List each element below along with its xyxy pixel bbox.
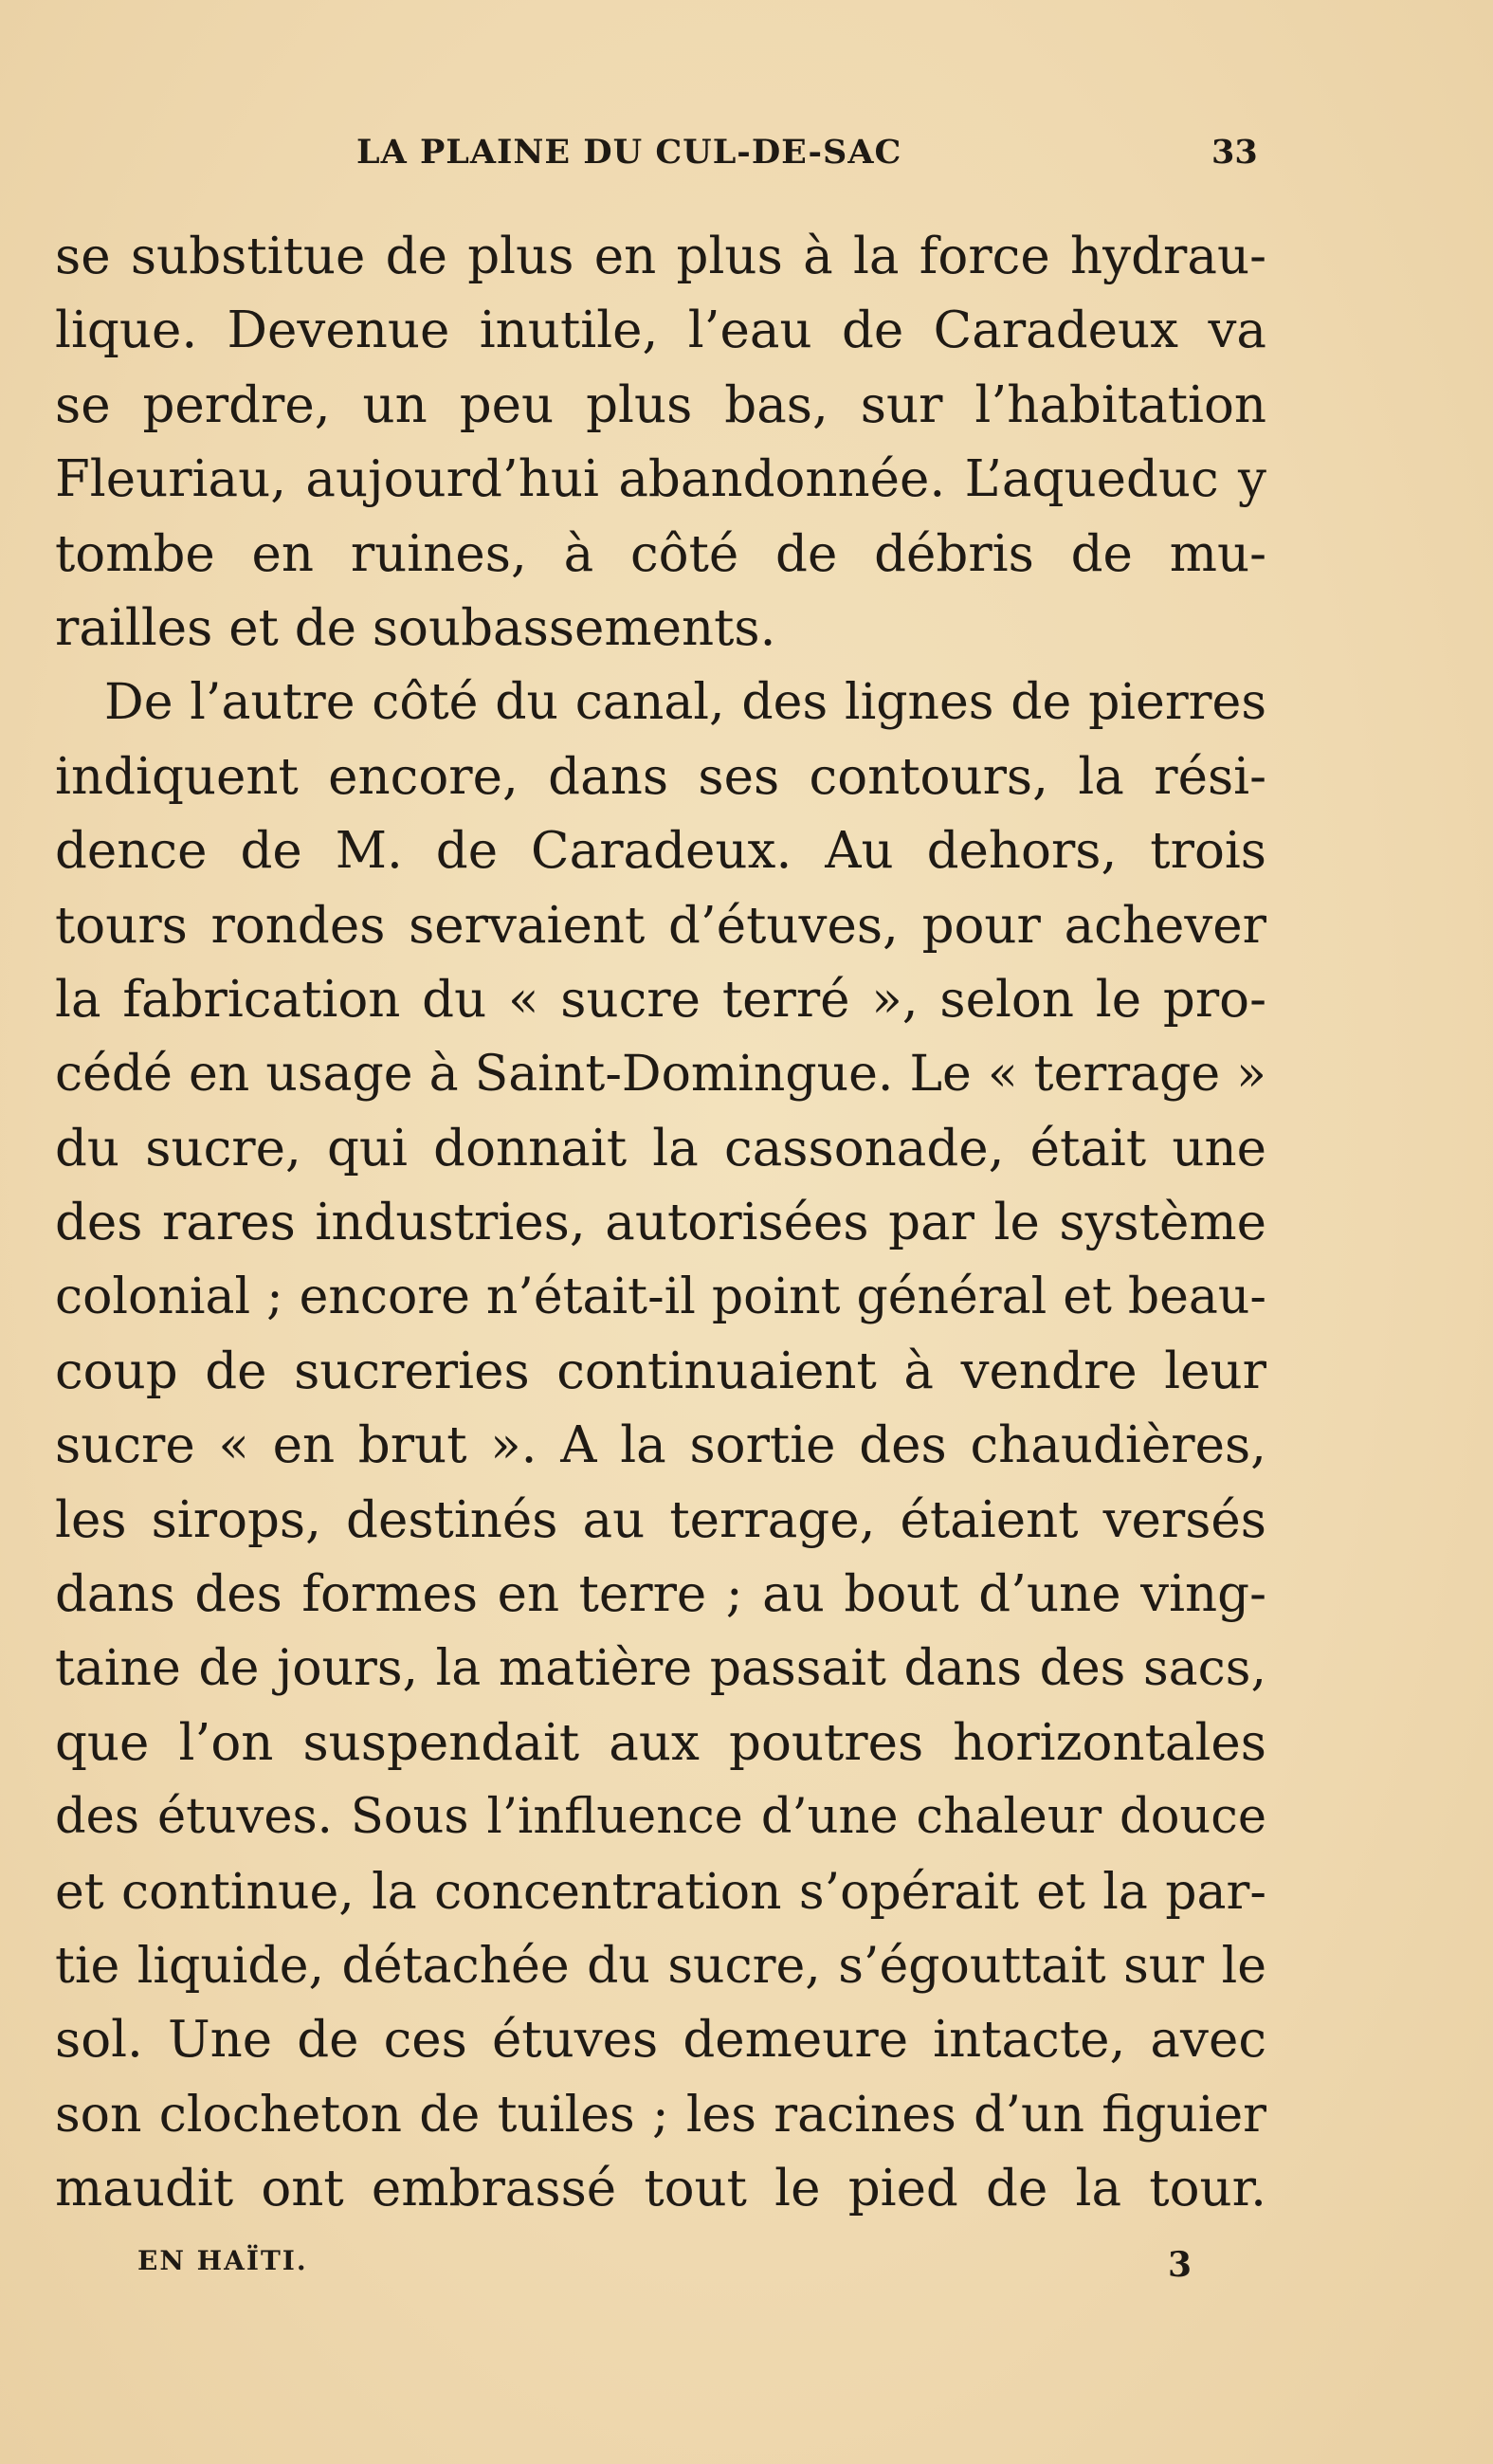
text-line: taine de jours, la matière passait dans des sacs,	[55, 1640, 1266, 1698]
text-line: sol. Une de ces étuves demeure intacte, avec	[55, 2011, 1266, 2070]
page-footer	[0, 2245, 1493, 2292]
text-line: et continue, la concentration s’opérait et la par-	[55, 1863, 1266, 1921]
text-line: du sucre, qui donnait la cassonade, était une	[55, 1119, 1266, 1177]
text-line: dans des formes en terre ; au bout d’une ving-	[55, 1565, 1266, 1624]
text-line: indiquent encore, dans ses contours, la rési-	[55, 747, 1266, 806]
text-line: Fleuriau, aujourd’hui abandonnée. L’aqueduc y	[55, 450, 1266, 509]
text-line: des rares industries, autorisées par le système	[55, 1194, 1266, 1252]
text-line: cédé en usage à Saint-Domingue. Le « terrage »	[55, 1046, 1266, 1104]
text-line: tie liquide, détachée du sucre, s’égouttait sur le	[55, 1937, 1266, 1995]
text-line: railles et de soubassements.	[55, 598, 776, 657]
running-head	[0, 133, 1493, 180]
text-line: que l’on suspendait aux poutres horizontales	[55, 1713, 1266, 1772]
text-line: la fabrication du « sucre terré », selon le pro-	[55, 970, 1266, 1029]
text-line: tours rondes servaient d’étuves, pour achever	[55, 896, 1266, 955]
text-line: dence de M. de Caradeux. Au dehors, trois	[55, 822, 1266, 881]
text-line: des étuves. Sous l’influence d’une chaleur douce	[55, 1789, 1266, 1846]
signature-mark: 3	[1168, 2245, 1193, 2285]
text-line: sucre « en brut ». A la sortie des chaudières,	[55, 1416, 1266, 1475]
text-line: son clocheton de tuiles ; les racines d’un figuier	[55, 2086, 1266, 2144]
paragraph-first-line: De l’autre côté du canal, des lignes de pierres	[104, 674, 1266, 732]
text-line: coup de sucreries continuaient à vendre leur	[55, 1342, 1266, 1400]
signature-line: EN HAÏTI.	[137, 2245, 308, 2276]
text-line: colonial ; encore n’était-il point général et beau-	[55, 1269, 1266, 1326]
text-line: se perdre, un peu plus bas, sur l’habitation	[55, 375, 1266, 434]
text-line: maudit ont embrassé tout le pied de la tour.	[55, 2160, 1266, 2218]
page-number: 33	[1211, 133, 1258, 172]
text-line: tombe en ruines, à côté de débris de mu-	[55, 524, 1266, 583]
body-text	[55, 220, 1266, 2227]
text-line: les sirops, destinés au terrage, étaient versés	[55, 1490, 1266, 1549]
running-title: LA PLAINE DU CUL-DE-SAC	[356, 133, 902, 172]
text-line: se substitue de plus en plus à la force hydrau-	[55, 228, 1266, 285]
text-line: lique. Devenue inutile, l’eau de Caradeux va	[55, 301, 1266, 360]
